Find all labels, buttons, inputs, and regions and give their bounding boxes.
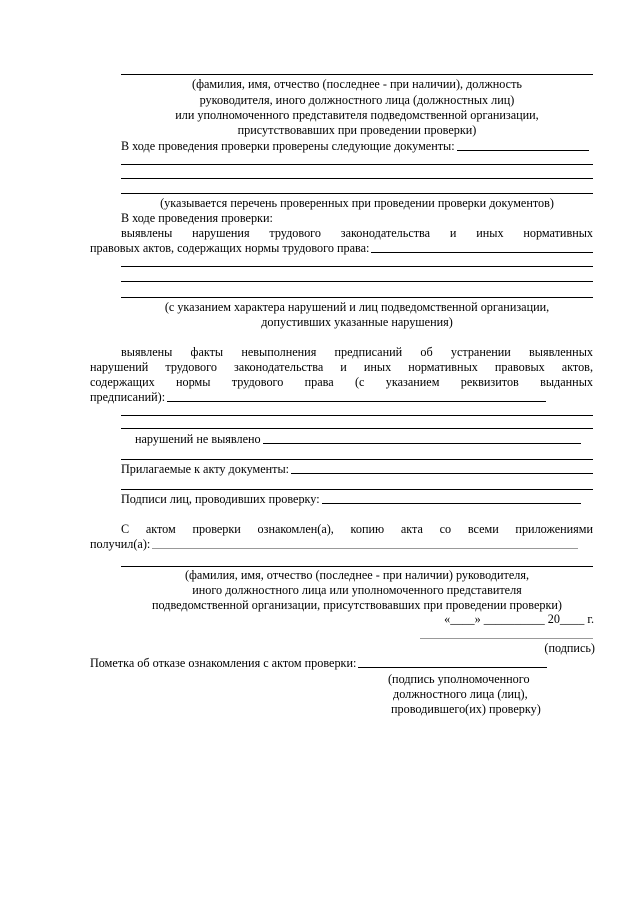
attachments-field[interactable] [291,473,593,474]
orders-line: нарушений трудового законодательства и иных нормативных правовых актов, [90,360,593,374]
no-violations-field[interactable] [263,443,581,444]
caption-line: (фамилия, имя, отчество (последнее - при наличии), должность [192,77,522,91]
acquainted-row [90,537,578,552]
documents-label: В ходе проведения проверки проверены следующие документы: [121,139,455,153]
documents-field[interactable] [121,193,593,194]
orders-field[interactable] [121,415,593,416]
acquainted-line: С актом проверки ознакомлен(а), копию акта со всеми приложениями [121,522,593,536]
orders-line: выявлены факты невыполнения предписаний об устранении выявленных [121,345,593,359]
signature-line [121,74,593,75]
documents-field[interactable] [457,150,589,151]
inspection-intro: В ходе проведения проверки: [121,211,273,225]
attachments-row [121,462,593,477]
violations-field[interactable] [371,252,593,253]
acquainted-caption: подведомственной организации, присутствовавших при проведении проверки) [152,598,562,612]
refusal-field[interactable] [358,667,547,668]
orders-field[interactable] [121,428,593,429]
documents-field[interactable] [121,178,593,179]
documents-caption: (указывается перечень проверенных при проведении проверки документов) [160,196,554,210]
caption-line: руководителя, иного должностного лица (должностных лиц) [199,93,515,107]
orders-field[interactable] [167,401,546,402]
refusal-label: Пометка об отказе ознакомления с актом проверки: [90,656,357,670]
violations-caption: (с указанием характера нарушений и лиц подведомственной организации, [164,300,550,314]
refusal-caption: должностного лица (лиц), [393,687,528,701]
violations-line: выявлены нарушения трудового законодательства и иных нормативных [121,226,593,240]
caption-line: или уполномоченного представителя подведомственной организации, [175,108,539,122]
acquainted-label: получил(а): [90,537,151,551]
attachments-label: Прилагаемые к акту документы: [121,462,290,476]
no-violations-row [135,432,581,447]
acquainted-field[interactable] [152,548,578,549]
no-violations-field[interactable] [121,459,593,460]
refusal-caption: (подпись уполномоченного [388,672,530,686]
violations-field[interactable] [121,266,593,267]
caption-line: присутствовавших при проведении проверки) [237,123,477,137]
acquainted-caption: (фамилия, имя, отчество (последнее - при наличии) руководителя, [184,568,530,582]
acquainted-caption: иного должностного лица или уполномоченного представителя [192,583,522,597]
violations-label: правовых актов, содержащих нормы трудового права: [90,241,370,255]
documents-field[interactable] [121,164,593,165]
documents-row [121,139,589,154]
orders-line: содержащих нормы трудового права (с указанием реквизитов выданных [90,375,593,389]
signature-caption: (подпись) [544,641,595,655]
violations-field[interactable] [121,297,593,298]
signatures-row [121,492,581,507]
orders-label: предписаний): [90,390,166,404]
violations-row [90,241,593,256]
date-field[interactable]: «____» __________ 20____ г. [444,612,594,626]
no-violations-label: нарушений не выявлено [135,432,261,446]
attachments-field[interactable] [121,489,593,490]
refusal-row [90,656,547,671]
violations-field[interactable] [121,281,593,282]
signatures-field[interactable] [322,503,581,504]
acquainted-field[interactable] [121,566,593,567]
signatures-label: Подписи лиц, проводивших проверку: [121,492,320,506]
signature-field[interactable] [420,638,593,639]
refusal-caption: проводившего(их) проверку) [391,702,541,716]
violations-caption: допустивших указанные нарушения) [261,315,453,329]
orders-row [90,390,546,405]
